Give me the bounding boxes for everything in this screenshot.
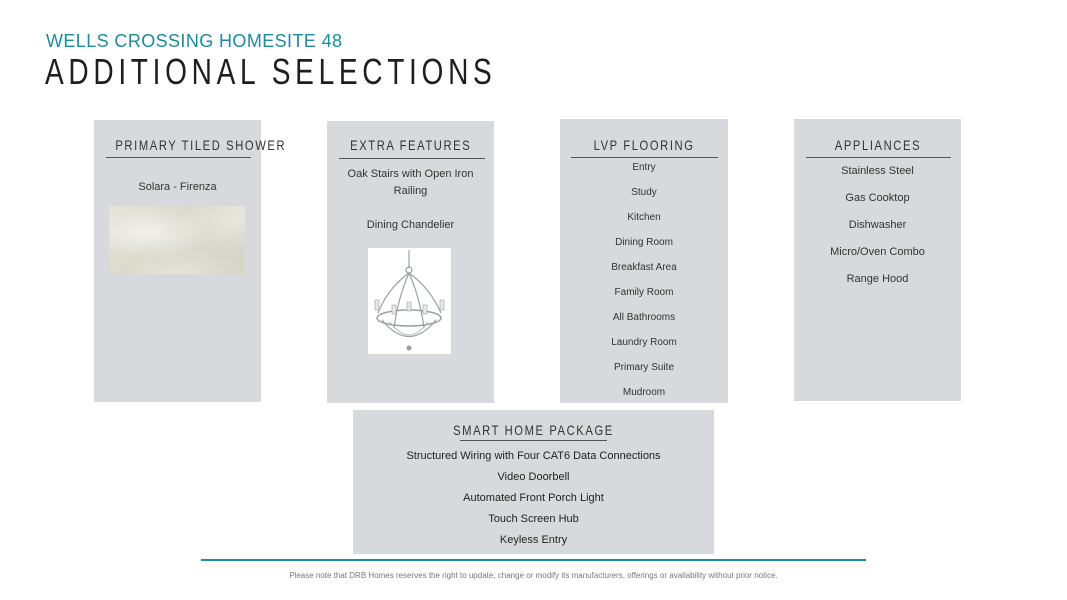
card-item: Breakfast Area xyxy=(611,262,677,273)
card-title: EXTRA FEATURES xyxy=(349,137,472,153)
card-item: Automated Front Porch Light xyxy=(463,492,604,504)
card-extra-features xyxy=(327,121,494,403)
tile-swatch-image xyxy=(109,206,245,274)
card-item: Dishwasher xyxy=(848,219,907,231)
card-item: Dining Room xyxy=(615,237,673,248)
card-title-rule xyxy=(339,158,485,159)
card-smart-home-package xyxy=(353,410,714,554)
footer-divider xyxy=(201,559,866,561)
card-item: Entry xyxy=(632,162,656,173)
card-item: Family Room xyxy=(614,287,674,298)
card-title-rule xyxy=(806,157,951,158)
card-item: Solara - Firenza xyxy=(138,181,217,193)
card-item: All Bathrooms xyxy=(612,312,676,323)
card-item: Railing xyxy=(393,185,428,197)
card-title: APPLIANCES xyxy=(834,137,921,153)
card-appliances xyxy=(794,119,961,401)
chandelier-image xyxy=(368,248,451,354)
card-title: LVP FLOORING xyxy=(593,137,695,153)
card-item: Oak Stairs with Open Iron xyxy=(347,168,474,180)
card-title: SMART HOME PACKAGE xyxy=(453,422,614,438)
card-item: Dining Chandelier xyxy=(366,219,455,231)
card-item: Stainless Steel xyxy=(841,165,914,177)
card-item: Video Doorbell xyxy=(497,471,570,483)
card-item: Micro/Oven Combo xyxy=(830,246,925,258)
card-item: Touch Screen Hub xyxy=(488,513,579,525)
card-item: Laundry Room xyxy=(611,337,677,348)
card-title-rule xyxy=(571,157,718,158)
card-item: Gas Cooktop xyxy=(845,192,910,204)
page-title: ADDITIONAL SELECTIONS xyxy=(45,51,497,92)
card-title: PRIMARY TILED SHOWER xyxy=(115,137,287,153)
card-item: Kitchen xyxy=(627,212,661,223)
card-lvp-flooring xyxy=(560,119,728,403)
card-item: Study xyxy=(631,187,657,198)
card-item: Keyless Entry xyxy=(499,534,568,546)
footer-disclaimer: Please note that DRB Homes reserves the right to update, change or modify its manufacturers, offerings or availability without prior notice. xyxy=(289,571,778,580)
card-item: Primary Suite xyxy=(613,362,674,373)
page-subtitle: WELLS CROSSING HOMESITE 48 xyxy=(46,31,343,51)
card-primary-tiled-shower xyxy=(94,120,287,402)
card-item: Structured Wiring with Four CAT6 Data Connections xyxy=(406,450,661,462)
card-item: Range Hood xyxy=(846,273,909,285)
card-item: Mudroom xyxy=(622,387,666,398)
card-title-rule xyxy=(460,440,607,441)
card-title-rule xyxy=(106,157,251,158)
